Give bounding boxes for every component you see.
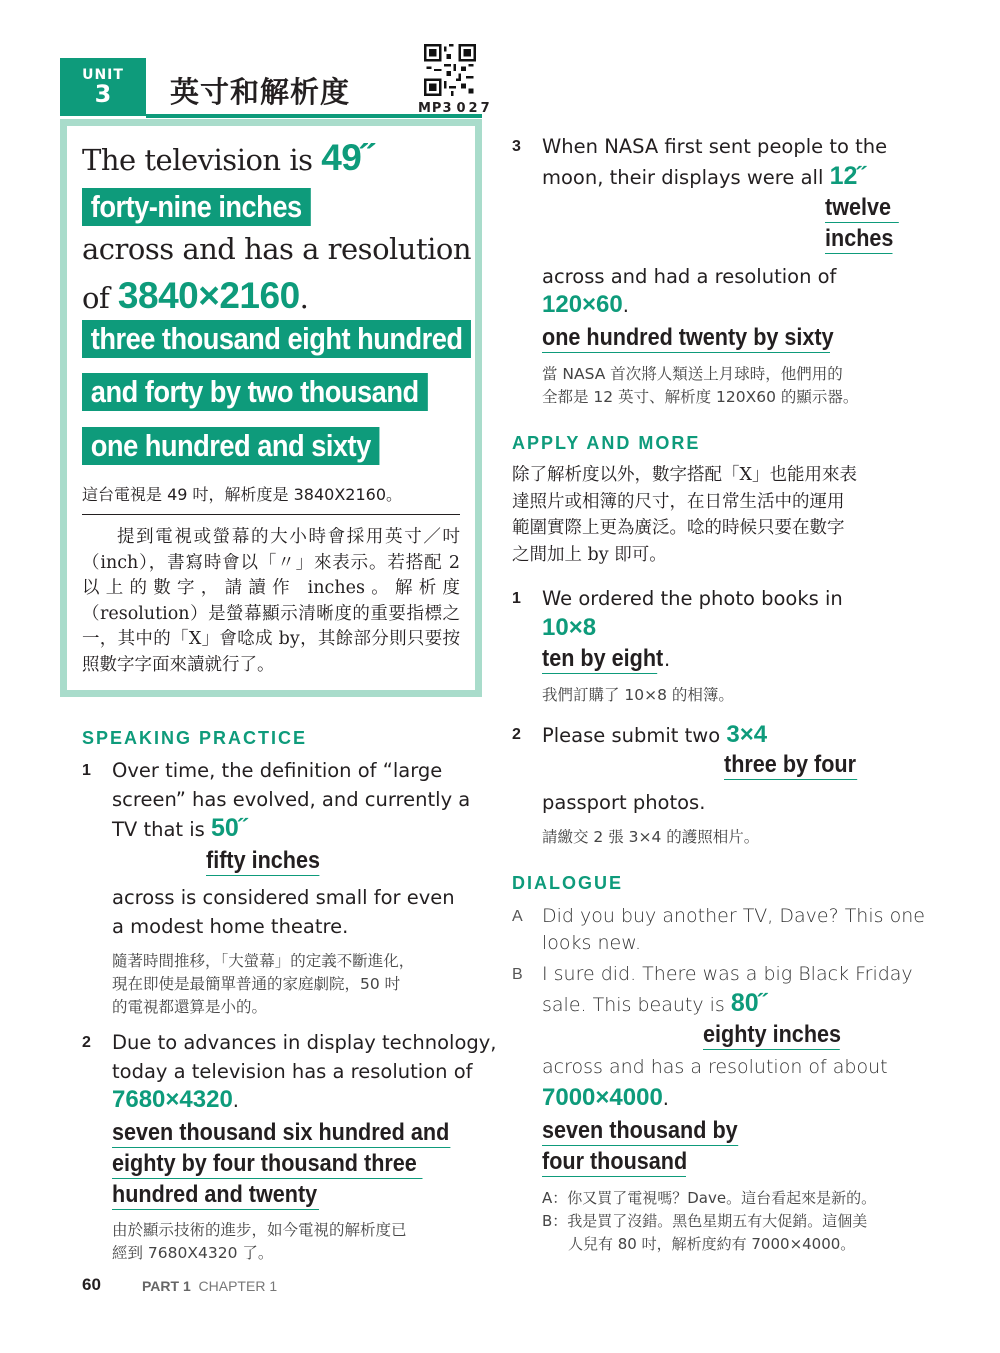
dialogue-text: across and has a resolution of about (542, 1056, 888, 1078)
item-text (542, 162, 866, 192)
item-period: . (664, 648, 671, 671)
item-value: 7680×4320 (112, 1086, 233, 1113)
item-translation: 當 NASA 首次將人類送上月球時，他們用的 (542, 365, 843, 383)
item-text (542, 720, 767, 750)
item-number: 3 (512, 138, 521, 155)
item-translation: 全都是 12 英寸、解析度 120X60 的顯示器。 (542, 388, 859, 406)
example-text-1: The television is (82, 143, 313, 177)
qr-code-icon[interactable] (424, 44, 476, 96)
item-translation: 隨著時間推移，「大螢幕」的定義不斷進化， (112, 952, 415, 970)
footer-part (142, 1278, 277, 1294)
footer-chapter: CHAPTER 1 (198, 1278, 278, 1294)
example-period: . (299, 281, 309, 315)
speaker-label: A (512, 908, 523, 925)
item-text (112, 814, 247, 844)
item-words: inches (825, 225, 894, 252)
item-period: . (622, 294, 629, 317)
item-text: Over time, the definition of “large (112, 759, 443, 782)
explanation-text: 提到電視或螢幕的大小時會採用英寸／吋（inch），書寫時會以「〃」來表示。若搭配 2 以上的數字，請讀作 inches。解析度（resolution）是螢幕顯示清晰度的重要指標之一，其中的「X」會唸成 by，其餘部分則只要按照數字字面來讀就行了。 (82, 527, 460, 675)
example-line-1 (82, 137, 373, 179)
example-value-resolution: 3840×2160 (117, 275, 300, 316)
unit-number: 3 (94, 80, 112, 108)
page-title: 英寸和解析度 (170, 75, 351, 109)
apply-line: 範圍實際上更為廣泛。唸的時候只要在數字 (512, 518, 845, 538)
dialogue-value-line (542, 1084, 669, 1113)
item-words-line (542, 644, 670, 674)
apply-explanation (512, 462, 857, 568)
item-words: three by four (724, 751, 857, 778)
dialogue-heading: DIALOGUE (512, 873, 624, 893)
item-words: eighty by four thousand three (112, 1149, 423, 1179)
page-number: 60 (82, 1275, 101, 1294)
mp3-label (418, 101, 493, 116)
item-text: passport photos. (542, 791, 706, 814)
item-value: 3×4 (726, 721, 768, 748)
item-number: 2 (82, 1034, 91, 1051)
item-translation: 由於顯示技術的進步，如今電視的解析度已 (112, 1221, 407, 1239)
example-line-3 (82, 275, 308, 317)
item-text: Due to advances in display technology, (112, 1031, 497, 1054)
apply-line: 之間加上 by 即可。 (512, 544, 667, 565)
item-value: 120×60 (542, 291, 623, 318)
highlight-line-2: and forty by two thousand (82, 373, 427, 411)
dialogue-text: Did you buy another TV, Dave? This one (542, 905, 925, 927)
item-words: one hundred twenty by sixty (542, 324, 834, 351)
item-period: . (232, 1089, 239, 1112)
dialogue-text (542, 989, 767, 1020)
highlight-line-3: one hundred and sixty (82, 427, 380, 465)
apply-line: 除了解析度以外，數字搭配「X」也能用來表 (512, 465, 857, 485)
item-number: 1 (512, 590, 521, 607)
dialogue-translation: A：你又買了電視嗎？Dave。這台看起來是新的。 (542, 1189, 877, 1207)
example-line-2: across and has a resolution (82, 232, 472, 266)
dialogue-text: I sure did. There was a big Black Friday (542, 963, 913, 985)
item-text: screen” has evolved, and currently a (112, 788, 471, 811)
dialogue-value: 80˝ (730, 989, 767, 1017)
item-number: 2 (512, 726, 521, 743)
speaker-label: B (512, 966, 523, 983)
dialogue-words: four thousand (542, 1148, 688, 1175)
dialogue-translation: 人兒有 80 吋，解析度約有 7000×4000。 (568, 1235, 856, 1253)
item-text: We ordered the photo books in (542, 587, 843, 610)
dialogue-text: looks new. (542, 932, 642, 954)
item-text-part: Please submit two (542, 724, 721, 747)
unit-badge (60, 58, 146, 116)
item-words: hundred and twenty (112, 1181, 318, 1208)
dialogue-period: . (662, 1087, 669, 1110)
dialogue-translation: B：我是買了沒錯。黑色星期五有大促銷。這個美 (542, 1212, 868, 1230)
item-text: across and had a resolution of (542, 265, 837, 288)
dialogue-words: seven thousand by (542, 1117, 738, 1144)
item-text: across is considered small for even (112, 886, 455, 909)
speaking-practice-heading: SPEAKING PRACTICE (82, 728, 308, 748)
item-text-part: moon, their displays were all (542, 166, 824, 189)
item-translation: 經到 7680X4320 了。 (112, 1244, 274, 1262)
item-value-line (542, 291, 629, 320)
footer-part-label: PART 1 (142, 1278, 191, 1294)
item-translation: 現在即使是最簡單普通的家庭劇院，50 吋 (112, 975, 401, 993)
item-text: today a television has a resolution of (112, 1060, 473, 1083)
item-text: When NASA first sent people to the (542, 135, 888, 158)
apply-and-more-heading: APPLY AND MORE (512, 433, 701, 453)
item-value: 10×8 (542, 614, 597, 641)
item-text: a modest home theatre. (112, 915, 349, 938)
item-value: 50˝ (211, 814, 248, 842)
item-translation: 請繳交 2 張 3×4 的護照相片。 (542, 828, 760, 846)
example-translation: 這台電視是 49 吋，解析度是 3840X2160。 (82, 485, 403, 504)
highlight-forty-nine: forty-nine inches (82, 188, 310, 226)
item-words: seven thousand six hundred and (112, 1119, 450, 1146)
example-value-49: 49˝ (321, 137, 374, 178)
item-words: twelve (825, 193, 899, 223)
item-number: 1 (82, 762, 91, 779)
example-text-of: of (82, 281, 110, 315)
highlight-line-1: three thousand eight hundred (82, 320, 471, 358)
mp3-text: MP3 (418, 101, 453, 116)
divider (82, 514, 460, 515)
unit-word: UNIT (82, 67, 124, 83)
apply-line: 達照片或相簿的尺寸，在日常生活中的運用 (512, 491, 845, 512)
item-text-part: TV that is (112, 818, 205, 841)
item-value: 12˝ (829, 162, 866, 190)
item-words: fifty inches (206, 847, 321, 874)
item-translation: 我們訂購了 10×8 的相簿。 (542, 686, 734, 704)
dialogue-text-part: sale. This beauty is (542, 994, 725, 1016)
dialogue-value: 7000×4000 (542, 1084, 663, 1111)
mp3-track: 027 (456, 101, 493, 116)
item-words: ten by eight (542, 645, 664, 672)
dialogue-words: eighty inches (703, 1021, 842, 1048)
item-value-line (112, 1086, 239, 1115)
item-translation: 的電視都還算是小的。 (112, 998, 268, 1016)
